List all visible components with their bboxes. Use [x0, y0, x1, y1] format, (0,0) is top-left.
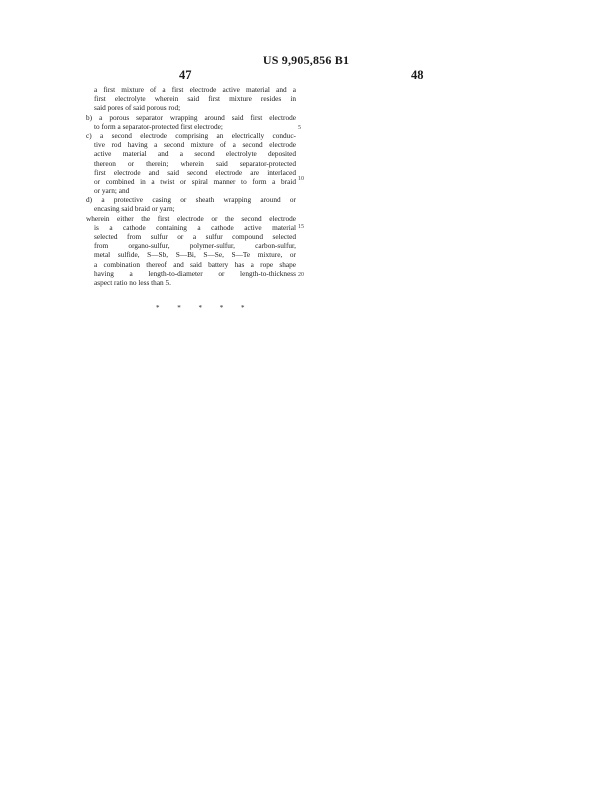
claim-line: wherein either the first electrode or the second electrode	[86, 213, 296, 223]
claim-line: c) a second electrode comprising an electrically conduc-	[86, 130, 296, 140]
claim-line: from organo-sulfur, polymer-sulfur, carbon-sulfur,	[94, 241, 296, 251]
page-number-right: 48	[411, 68, 424, 82]
claim-line: said pores of said porous rod;	[94, 103, 181, 113]
claim-line: thereon or therein; wherein said separator-protected	[94, 158, 296, 168]
claim-line: encasing said braid or yarn;	[94, 204, 175, 214]
claim-line: b) a porous separator wrapping around said first electrode	[86, 112, 296, 122]
line-number: 10	[298, 176, 304, 182]
claim-line: aspect ratio no less than 5.	[94, 277, 172, 287]
claim-line: first electrode and said second electrode are interlaced	[94, 167, 296, 177]
claim-line: to form a separator-protected first electrode;	[94, 121, 223, 131]
line-number: 20	[298, 272, 304, 278]
claim-line: a first mixture of a first electrode active material and a	[94, 85, 296, 94]
claim-line: is a cathode containing a cathode active material	[94, 222, 296, 232]
claim-line: or yarn; and	[94, 186, 130, 196]
claim-line: d) a protective casing or sheath wrapping around or	[86, 195, 296, 205]
claim-line: active material and a second electrolyte deposited	[94, 149, 296, 159]
claims-column	[86, 85, 296, 287]
claim-line: having a length-to-diameter or length-to-thickness	[94, 268, 296, 278]
claim-line: first electrolyte wherein said first mixture resides in	[94, 94, 296, 104]
line-number: 15	[298, 224, 304, 230]
end-of-document-marker: * * * * *	[156, 304, 253, 312]
claim-line: or combined in a twist or spiral manner to form a braid	[94, 176, 296, 186]
page-number-left: 47	[179, 68, 192, 82]
claim-line: selected from sulfur or a sulfur compound selected	[94, 232, 296, 241]
line-number: 5	[298, 125, 301, 131]
claim-line: metal sulfide, S—Sb, S—Bi, S—Se, S—Te mixture, or	[94, 250, 296, 260]
claim-line: tive rod having a second mixture of a second electrode	[94, 140, 296, 150]
patent-number: US 9,905,856 B1	[262, 53, 350, 67]
claim-line: a combination thereof and said battery has a rope shape	[94, 259, 296, 269]
